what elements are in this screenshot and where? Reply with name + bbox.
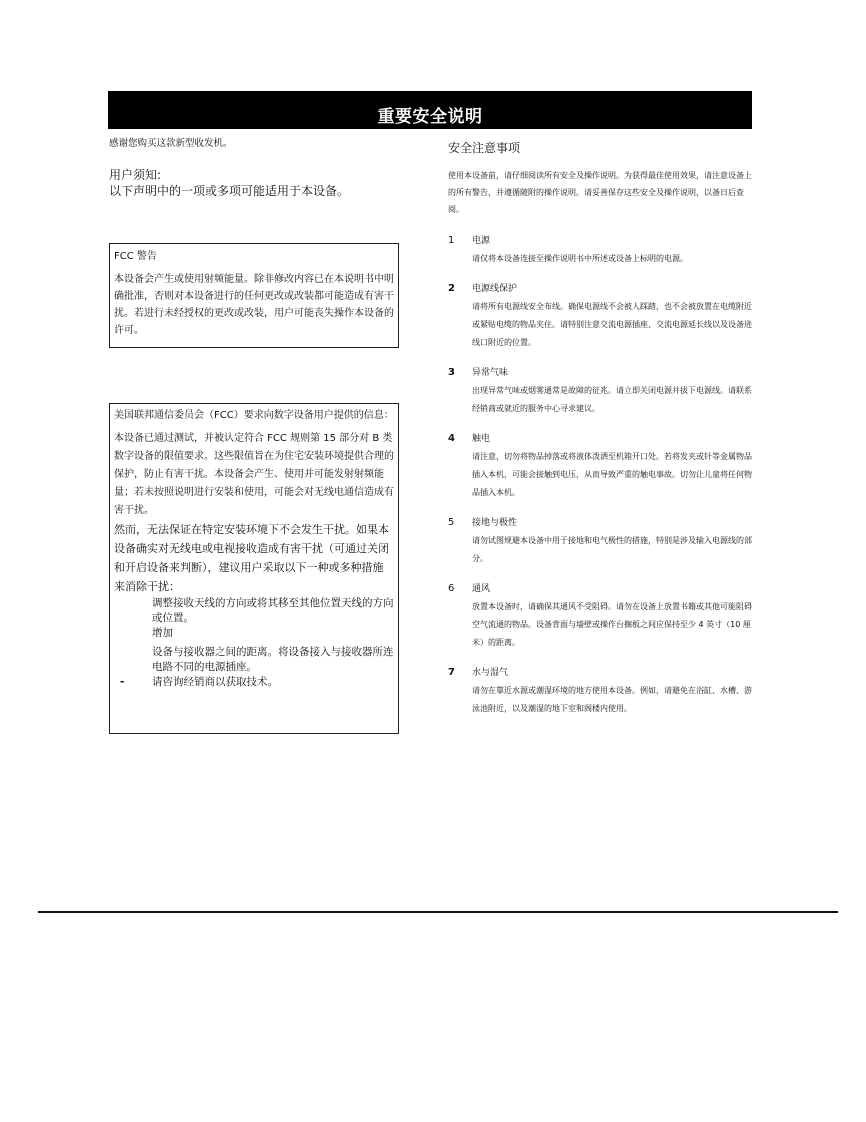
list-item — [114, 675, 394, 690]
list-item — [114, 645, 394, 675]
item-body: 请勿在靠近水源或潮湿环境的地方使用本设备。例如，请避免在浴缸、水槽、游泳池附近，以及潮湿的地下室和阁楼内使用。 — [472, 686, 752, 713]
list-item-text: 调整接收天线的方向或将其移至其他位置天线的方向或位置。 — [152, 597, 394, 624]
item-number: 6 — [448, 583, 455, 594]
item-body: 请注意，切勿将物品掉落或将液体泼洒至机箱开口处。若将发夹或针等金属物品插入本机，可能会接触到电压，从而导致严重的触电事故。切勿让儿童将任何物品插入本机。 — [472, 452, 752, 497]
item-body: 出现异常气味或烟雾通常是故障的征兆。请立即关闭电源并拔下电源线。请联系经销商或就近的服务中心寻求建议。 — [472, 386, 752, 413]
safety-item — [448, 234, 754, 268]
fcc-info-box — [109, 403, 399, 734]
footer-divider — [38, 911, 838, 913]
item-number: 3 — [448, 367, 455, 378]
item-title: 电源 — [472, 236, 491, 246]
user-notice-heading: 用户须知: — [109, 168, 162, 182]
user-notice-text: 以下声明中的一项或多项可能适用于本设备。 — [109, 184, 350, 198]
fcc-warning-title: FCC 警告 — [114, 251, 157, 262]
item-number: 4 — [448, 433, 455, 444]
item-body: 请将所有电源线安全布线。确保电源线不会被人踩踏，也不会被放置在电缆附近或紧贴电缆的物品夹住。请特别注意交流电源插座、交流电源延长线以及设备进线口附近的位置。 — [472, 302, 752, 347]
fcc-info-paragraph: 然而，无法保证在特定安装环境下不会发生干扰。如果本设备确实对无线电或电视接收造成有害干扰（可通过关闭和开启设备来判断），建议用户采取以下一种或多种措施来消除干扰： — [114, 523, 389, 593]
item-body: 请勿试图规避本设备中用于接地和电气极性的措施，特别是涉及输入电源线的部分。 — [472, 536, 752, 563]
list-item — [114, 596, 394, 626]
safety-item — [448, 432, 754, 502]
safety-intro: 使用本设备前，请仔细阅读所有安全及操作说明。为获得最佳使用效果，请注意设备上的所有警告，并遵循随附的操作说明。请妥善保存这些安全及操作说明，以备日后查阅。 — [448, 171, 752, 214]
thanks-text: 感谢您购买这款新型收发机。 — [109, 138, 233, 149]
item-body: 请仅将本设备连接至操作说明书中所述或设备上标明的电源。 — [472, 254, 688, 263]
item-number: 5 — [448, 517, 455, 528]
safety-item — [448, 516, 754, 568]
list-item-text: 增加 — [152, 627, 173, 639]
left-column — [109, 137, 401, 688]
item-title: 水与湿气 — [472, 668, 509, 678]
item-title: 电源线保护 — [472, 284, 518, 294]
item-title: 异常气味 — [472, 368, 509, 378]
safety-item — [448, 366, 754, 418]
fcc-info-title: 美国联邦通信委员会（FCC）要求向数字设备用户提供的信息： — [114, 410, 394, 421]
item-number: 7 — [448, 667, 455, 678]
remedy-list — [114, 596, 394, 690]
item-number: 1 — [448, 235, 455, 246]
item-title: 触电 — [472, 434, 491, 444]
list-item-text: 设备与接收器之间的距离。将设备接入与接收器所连电路不同的电源插座。 — [152, 646, 394, 673]
item-number: 2 — [448, 283, 455, 294]
item-title: 通风 — [472, 584, 491, 594]
fcc-warning-box — [109, 243, 399, 348]
item-body: 放置本设备时，请确保其通风不受阻碍。请勿在设备上放置书籍或其他可能阻碍空气流通的物品。设备背面与墙壁或操作台搁板之间应保持至少 4 英寸（10 厘米）的距离。 — [472, 602, 752, 647]
list-marker: - — [120, 676, 125, 688]
list-item-text: 请咨询经销商以获取技术。 — [152, 676, 278, 688]
fcc-warning-body: 本设备会产生或使用射频能量。除非修改内容已在本说明书中明确批准，否则对本设备进行的任何更改或改装都可能造成有害干扰。若进行未经授权的更改或改装，用户可能丧失操作本设备的许可。 — [114, 274, 394, 336]
item-title: 接地与极性 — [472, 518, 518, 528]
right-column — [448, 140, 754, 718]
page-title-banner — [108, 91, 752, 129]
fcc-info-paragraph: 本设备已通过测试，并被认定符合 FCC 规则第 15 部分对 B 类数字设备的限值要求。这些限值旨在为住宅安装环境提供合理的保护，防止有害干扰。本设备会产生、使用并可能发射射频能量；若未按照说明进行安装和使用，可能会对无线电通信造成有害干扰。 — [114, 433, 394, 516]
safety-item — [448, 582, 754, 652]
page-title: 重要安全说明 — [377, 107, 483, 127]
safety-heading: 安全注意事项 — [448, 141, 521, 155]
safety-item — [448, 666, 754, 718]
list-item — [114, 626, 394, 641]
safety-item — [448, 282, 754, 352]
